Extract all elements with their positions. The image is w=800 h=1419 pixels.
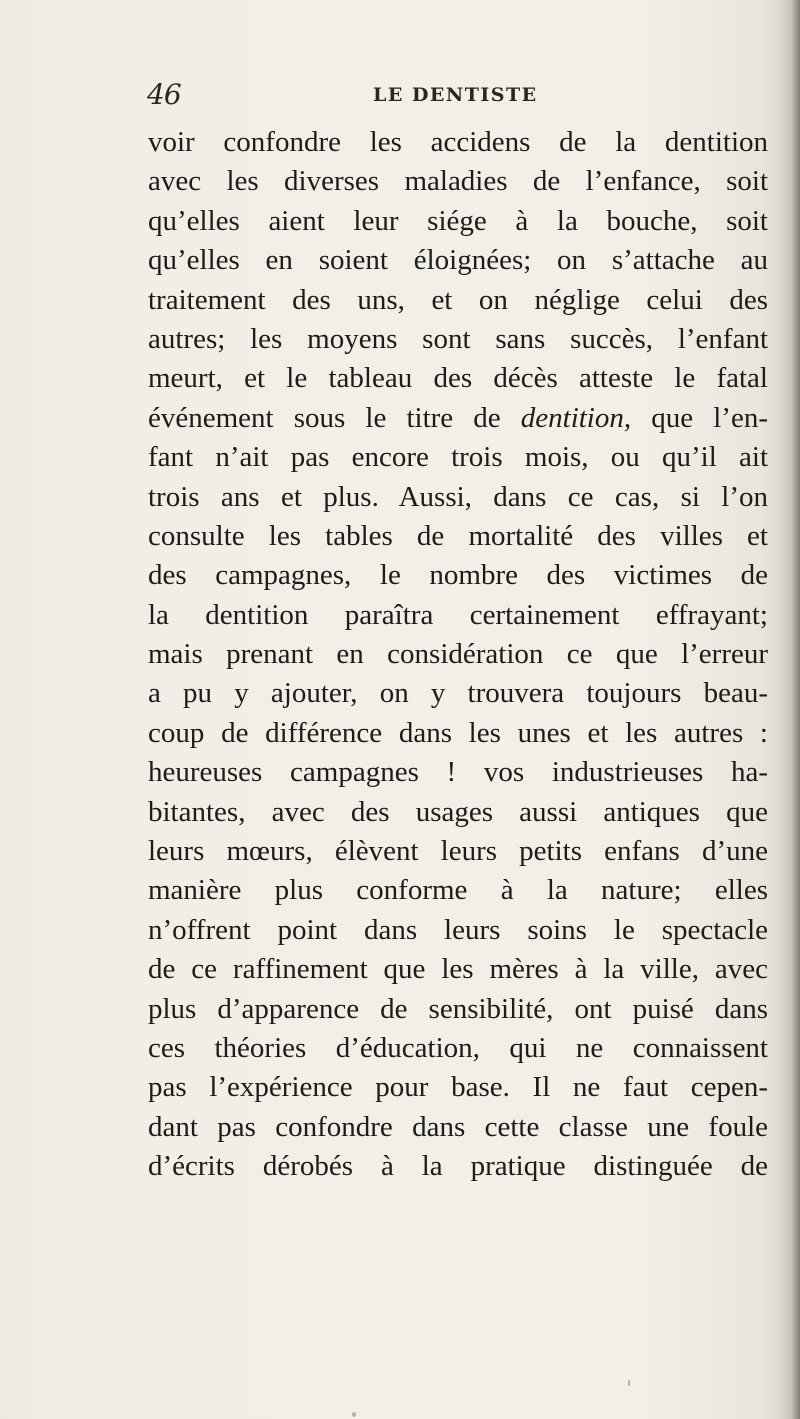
text-line: d’écrits dérobés à la pratique distinguée de: [148, 1150, 768, 1183]
text-line: bitantes, avec des usages aussi antiques que: [148, 795, 768, 828]
text-line: mais prenant en considération ce que l’erreur: [148, 638, 768, 671]
text-line-part: que l’en-: [631, 401, 768, 434]
text-line-with-italic: [148, 399, 768, 438]
text-line: ces théories d’éducation, qui ne connaissent: [148, 1031, 768, 1064]
text-line: pas l’expérience pour base. Il ne faut cepen-: [148, 1071, 768, 1104]
text-line: des campagnes, le nombre des victimes de: [148, 559, 768, 592]
text-line: manière plus conforme à la nature; elles: [148, 874, 768, 907]
running-title: LE DENTISTE: [373, 84, 538, 106]
text-line: autres; les moyens sont sans succès, l’enfant: [148, 322, 768, 355]
text-line: trois ans et plus. Aussi, dans ce cas, si l’on: [148, 480, 768, 513]
text-line: fant n’ait pas encore trois mois, ou qu’il ait: [148, 441, 768, 474]
paper-speck: [352, 1412, 356, 1417]
text-line: qu’elles aient leur siége à la bouche, soit: [148, 204, 768, 237]
body-text: [148, 123, 768, 1187]
text-line: avec les diverses maladies de l’enfance, soit: [148, 165, 768, 198]
text-line: a pu y ajouter, on y trouvera toujours beau-: [148, 677, 768, 710]
text-line: dant pas confondre dans cette classe une foule: [148, 1110, 768, 1143]
page-edge-shadow: [778, 0, 800, 1419]
paper-speck: [628, 1380, 630, 1386]
text-line: la dentition paraîtra certainement effrayant;: [148, 598, 768, 631]
text-line: n’offrent point dans leurs soins le spectacle: [148, 913, 768, 946]
text-line: de ce raffinement que les mères à la ville, avec: [148, 953, 768, 986]
text-line: coup de différence dans les unes et les autres :: [148, 716, 768, 749]
text-line: consulte les tables de mortalité des villes et: [148, 519, 768, 552]
text-line: heureuses campagnes ! vos industrieuses ha-: [148, 756, 768, 789]
text-line: traitement des uns, et on néglige celui des: [148, 283, 768, 316]
text-line: plus d’apparence de sensibilité, ont puisé dans: [148, 992, 768, 1025]
italic-term: dentition,: [520, 401, 632, 434]
text-line: voir confondre les accidens de la dentition: [148, 126, 768, 158]
page-number: 46: [147, 78, 181, 111]
text-line-part: événement sous le titre de: [148, 401, 521, 434]
text-line: leurs mœurs, élèvent leurs petits enfans d’une: [148, 835, 768, 868]
running-head: [147, 78, 787, 118]
text-line: qu’elles en soient éloignées; on s’attache au: [148, 244, 768, 277]
text-line: meurt, et le tableau des décès atteste le fatal: [148, 362, 768, 395]
